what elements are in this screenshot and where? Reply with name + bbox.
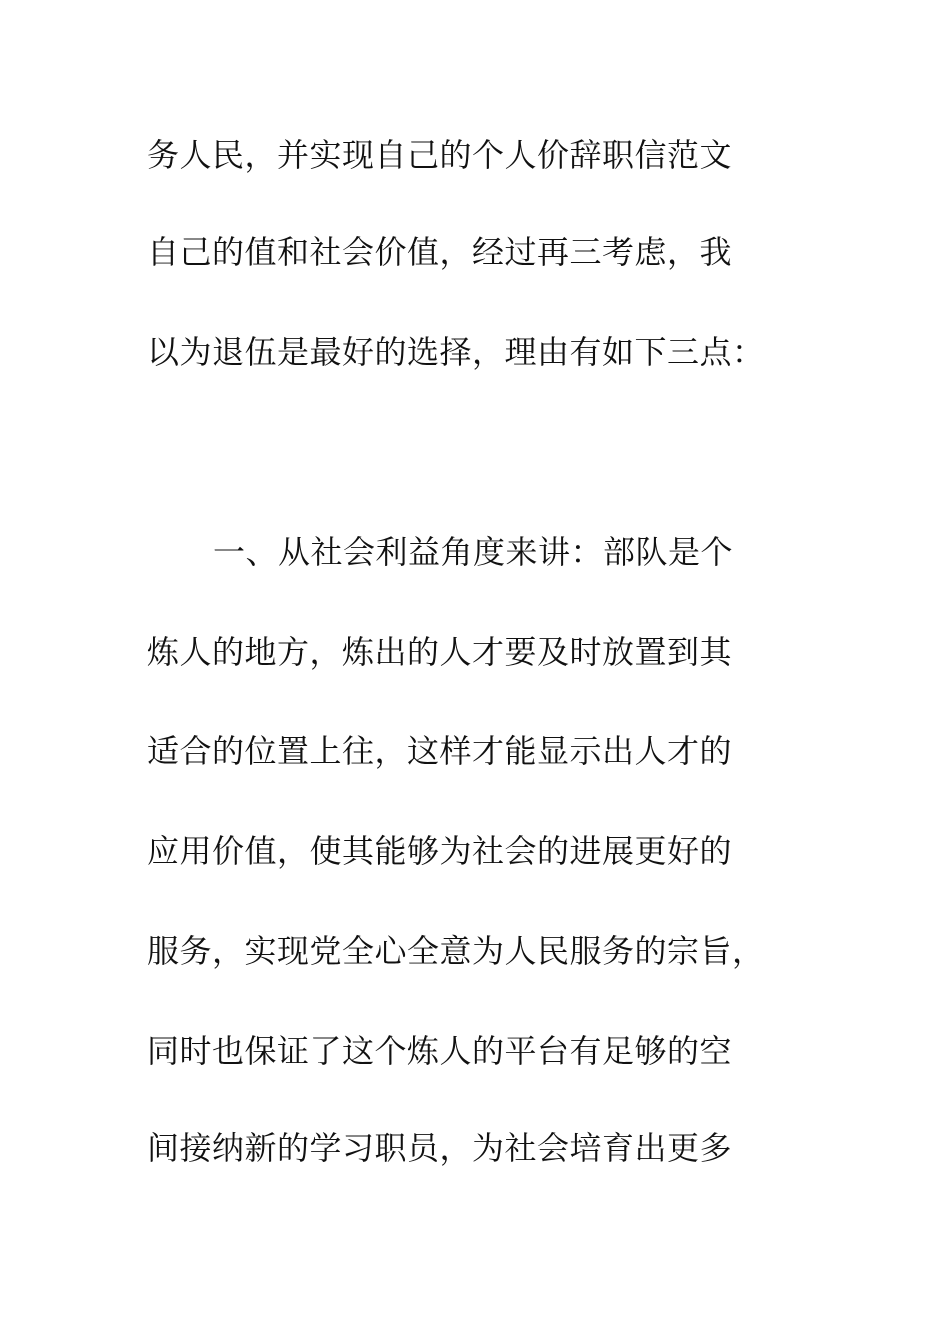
text-line: 间接纳新的学习职员，为社会培育出更多	[147, 1129, 733, 1167]
text-line: 炼人的地方，炼出的人才要及时放置到其	[147, 633, 733, 671]
text-line: 务人民，并实现自己的个人价辞职信范文	[147, 136, 733, 174]
text-line: 以为退伍是最好的选择，理由有如下三点：	[147, 333, 765, 371]
text-line: 服务，实现党全心全意为人民服务的宗旨，	[147, 932, 765, 970]
text-line: 同时也保证了这个炼人的平台有足够的空	[147, 1032, 733, 1070]
text-line: 适合的位置上往，这样才能显示出人才的	[147, 732, 733, 770]
text-line: 一、从社会利益角度来讲：部队是个	[213, 533, 734, 571]
text-line: 自己的值和社会价值，经过再三考虑，我	[147, 233, 733, 271]
text-line: 应用价值，使其能够为社会的进展更好的	[147, 832, 733, 870]
